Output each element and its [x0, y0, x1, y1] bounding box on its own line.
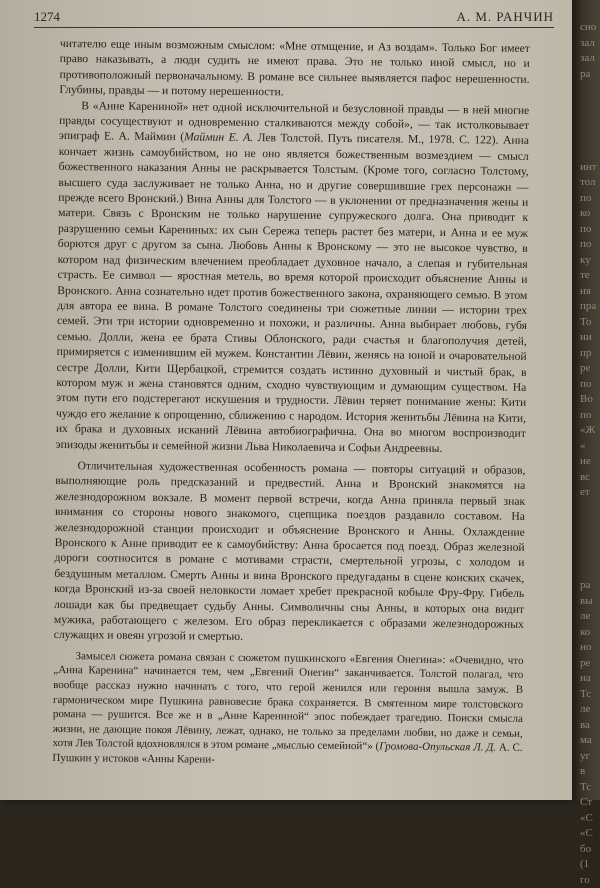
text-run: Отличительная художественная особенность романа — повторы ситуаций и образов, выполняющие роль предсказаний и предвестий. Анна и Вронский знакомятся на железнодорожном вокзале. В момент первой встречи, когда Анна приняла первый знак внимания со стороны нового знакомого, сцепщика поездов раздавило составом. На железнодорожной станции происходит и объяснение Вронского и Анны. Охлаждение Вронского к Анне приводит ее к самоубийству: Анна бросается под поезд. Образ железной дороги соотносится в романе с мотивами страсти, смертельной угрозы, с холодом и бездушным металлом. Смерть Анны и вина Вронского предугаданы в сцене конских скачек, когда Вронский из-за своей неловкости ломает хребет прекрасной кобыле Фру-Фру. Гибель лошади как бы предвещает судьбу Анны. Символичны сны Анны, в которых она видит мужика, работающего с железом. Его образ перекликается с образами железнодорожных служащих и овеян угрозой и смертью. [54, 459, 526, 643]
facing-page-fragment: ня [580, 284, 600, 300]
facing-page-fragment: « [580, 439, 600, 455]
paragraph [59, 36, 530, 103]
facing-page-fragment [580, 563, 600, 579]
facing-page-fragment: То [580, 315, 600, 331]
facing-page-fragment: зал [580, 36, 600, 52]
facing-page-fragment: ет [580, 485, 600, 501]
facing-page-fragment: бо [580, 842, 600, 858]
facing-page-fragment [580, 547, 600, 563]
facing-page-fragment: по [580, 191, 600, 207]
facing-page-fragment: зал [580, 51, 600, 67]
facing-page-fragment: ле [580, 609, 600, 625]
text-run: читателю еще иным возможным смыслом: «Мне отмщение, и Аз воздам». Только Бог имеет право наказывать, а люди судить не имеют права. Это не только иной смысл, но и противоположный первоначальному. В романе все сильнее выявляется пафос нерешенности. Глубины, правды — и потому нерешенности. [59, 37, 530, 99]
text-run: В «Анне Карениной» нет одной исключительной и безусловной правды — в ней многие правды сосуществуют и одновременно сталкиваются между собой», — так истолковывает эпиграф Е. А. Маймин ( [59, 99, 529, 144]
facing-page-fragment: ре [580, 361, 600, 377]
text-run: Замысел сюжета романа связан с сюжетом пушкинского «Евгения Онегина»: «Очевидно, что „Анна Каренина“ начинается тем, чем „Евгений Онегин“ заканчивается. Толстой полагал, что вообще рассказ нужно начинать с того, что герой женился или героиня вышла замуж. В гармоническом мире Пушкина равновесие брака сохраняется. В смятенном мире толстовского романа — рушится. Все же и в „Анне Карениной“ эпос побеждает трагедию. Поиски смысла жизни, не дающие покоя Лёвину, лежат, однако, не только за пределами любви, но даже и семьи, хотя Лев Толстой вдохновлялся в этом романе „мыслью семейной“» ( [53, 650, 524, 753]
facing-page-fragment: вс [580, 470, 600, 486]
text-run: Лев Толстой. Путь писателя. М., 1978. С. 122). Анна кончает жизнь самоубийством, но не оно является божественным возмездием — смысл божественного наказания Анны не раскрывается Толстым. (Кроме того, согласно Толстому, высшего суда заслуживает не только Анна, но и другие совершившие грех персонажи — прежде всего Вронский.) Вина Анны для Толстого — в уклонении от предназначения жены и матери. Связь с Вронским не только нарушение супружеского долга. Она приводит к разрушению семьи Карениных: их сын Сережа теперь растет без матери, и Анна и ее муж борются друг с другом за сына. Любовь Анны к Вронскому — это не высокое чувство, в котором над физическим влечением преобладает духовное начало, а слепая и губительная страсть. Ее символ — яростная метель, во время которой происходит объяснение Анны и Вронского. Анна сознательно идет против божественного закона, охраняющего семью. В этом для автора ее вина. В романе Толстого соединены три сюжетные линии — истории трех семей. Эти три истории одновременно и похожи, и различны. Анна выбирает любовь, губя семью. Долли, жена ее брата Стивы Облонского, ради счастья и благополучия детей, примиряется с изменившим ей мужем. Константин Лёвин, женясь на юной и очаровательной сестре Долли, Кити Щербацкой, стремится создать истинно духовный и чистый брак, в котором муж и жена становятся одним, сходно чувствующим и думающим существом. На этом пути его подстерегают искушения и трудности. Лёвин теряет понимание жены: Кити чуждо его желание к опрощению, сближению с народом. История женитьбы Лёвина на Кити, их брака и духовных исканий Лёвина автобиографична. Она во многом воспроизводит эпизоды женитьбы и семейной жизни Льва Николаевича и Софьи Андреевны. [56, 131, 529, 454]
facing-page-fragment: по [580, 237, 600, 253]
facing-page-fragment: те [580, 268, 600, 284]
facing-page-fragment: ра [580, 67, 600, 83]
facing-page-fragment: «Ж [580, 423, 600, 439]
facing-page-fragment: тол [580, 175, 600, 191]
body-text [52, 36, 530, 770]
facing-page-fragment: Во [580, 392, 600, 408]
facing-page-edge [580, 20, 600, 790]
page-number: 1274 [34, 9, 60, 25]
facing-page-fragment: ле [580, 702, 600, 718]
facing-page-fragment: уг [580, 749, 600, 765]
facing-page-fragment: «С [580, 811, 600, 827]
facing-page-fragment: по [580, 377, 600, 393]
citation-author: Громова-Опульская Л. Д. [379, 741, 496, 754]
paragraph [56, 98, 530, 457]
facing-page-fragment: в [580, 764, 600, 780]
facing-page-fragment: ни [580, 330, 600, 346]
facing-page-fragment: ва [580, 718, 600, 734]
facing-page-fragment [580, 129, 600, 145]
facing-page-fragment: пра [580, 299, 600, 315]
facing-page-fragment [580, 532, 600, 548]
facing-page-fragment: ма [580, 733, 600, 749]
facing-page-fragment: ку [580, 253, 600, 269]
facing-page-fragment: не [580, 454, 600, 470]
facing-page-fragment: по [580, 408, 600, 424]
citation-author: Маймин Е. А. [184, 131, 253, 145]
facing-page-fragment: ко [580, 625, 600, 641]
header-rule [34, 27, 554, 28]
paragraph [52, 649, 523, 771]
facing-page-fragment [580, 144, 600, 160]
facing-page-fragment: на [580, 671, 600, 687]
facing-page-fragment: Тс [580, 780, 600, 796]
author-name: А. М. РАНЧИН [456, 9, 554, 25]
facing-page-fragment: вы [580, 594, 600, 610]
facing-page-fragment: Ст [580, 795, 600, 811]
facing-page-fragment: го [580, 873, 600, 888]
facing-page-fragment: «С [580, 826, 600, 842]
facing-page-fragment [580, 82, 600, 98]
text-run: А. С. Пушкин у истоков «Анны Карени- [52, 742, 522, 766]
facing-page-fragment: но [580, 640, 600, 656]
facing-page-fragment [580, 98, 600, 114]
facing-page-fragment [580, 113, 600, 129]
paragraph [54, 458, 526, 648]
facing-page-fragment: пр [580, 346, 600, 362]
facing-page-fragment: ко [580, 206, 600, 222]
facing-page-fragment [580, 516, 600, 532]
facing-page-fragment: ра [580, 578, 600, 594]
facing-page-fragment: по [580, 222, 600, 238]
facing-page-fragment: Тс [580, 687, 600, 703]
facing-page-fragment: ре [580, 656, 600, 672]
facing-page-fragment: инт [580, 160, 600, 176]
facing-page-fragment: (1 [580, 857, 600, 873]
facing-page-fragment: сно [580, 20, 600, 36]
facing-page-fragment [580, 501, 600, 517]
